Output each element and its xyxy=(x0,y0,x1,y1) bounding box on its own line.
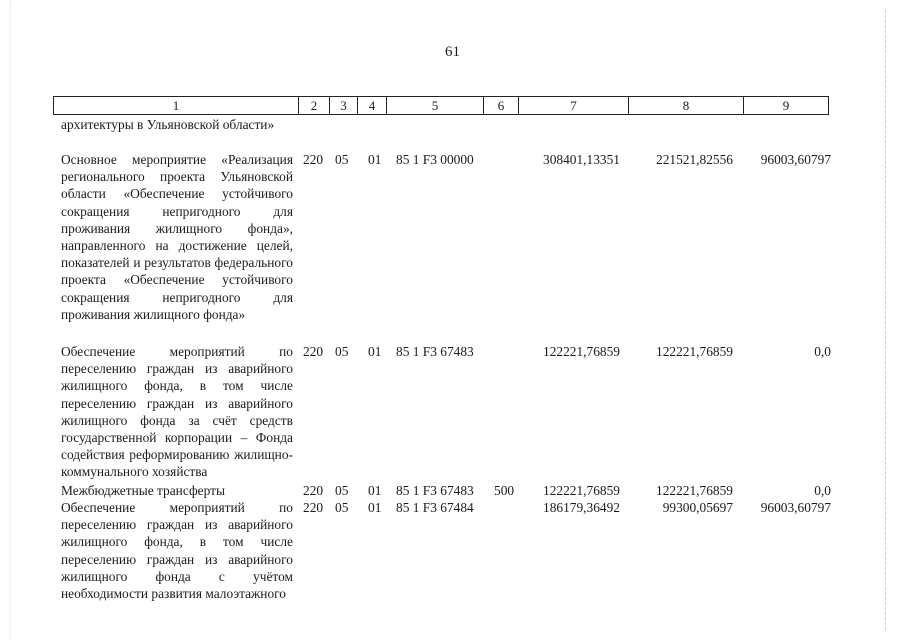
table-header xyxy=(53,96,829,115)
cell-col-9: 96003,60797 xyxy=(760,152,831,167)
cell-col-4: 01 xyxy=(368,152,382,167)
cell-col-5: 85 1 F3 00000 xyxy=(396,152,474,167)
cell-col-7: 308401,13351 xyxy=(543,152,620,167)
cell-col-8: 99300,05697 xyxy=(662,500,733,515)
row-description: Обеспечение мероприятий по переселению граждан из аварийного жилищного фонда, в том числе переселению граждан из аварийного жилищного фонда с учётом необходимости развития малоэтажного xyxy=(61,500,293,602)
page-edge-left xyxy=(10,0,12,640)
cell-col-3: 05 xyxy=(335,152,349,167)
page-number: 61 xyxy=(445,44,460,60)
cell-col-4: 01 xyxy=(368,500,382,515)
header-col-1: 1 xyxy=(54,97,299,114)
header-col-7: 7 xyxy=(519,97,629,114)
header-col-9: 9 xyxy=(782,98,790,113)
cell-col-2: 220 xyxy=(303,152,324,167)
cell-col-2: 220 xyxy=(303,344,324,359)
page-edge-right xyxy=(885,10,887,630)
cell-col-8: 221521,82556 xyxy=(656,152,733,167)
cell-col-7: 122221,76859 xyxy=(543,344,620,359)
cell-col-5: 85 1 F3 67483 xyxy=(396,483,474,498)
header-col-5: 5 xyxy=(387,97,484,114)
cell-col-6: 500 xyxy=(494,483,515,498)
cell-col-7: 186179,36492 xyxy=(543,500,620,515)
cell-col-4: 01 xyxy=(368,344,382,359)
cell-col-8: 122221,76859 xyxy=(656,344,733,359)
cell-col-9: 0,0 xyxy=(814,344,831,359)
row-description: архитектуры в Ульяновской области» xyxy=(61,117,275,132)
cell-col-9: 0,0 xyxy=(814,483,831,498)
header-col-4: 4 xyxy=(358,97,387,114)
cell-col-2: 220 xyxy=(303,483,324,498)
cell-col-5: 85 1 F3 67484 xyxy=(396,500,474,515)
cell-col-7: 122221,76859 xyxy=(543,483,620,498)
cell-col-2: 220 xyxy=(303,500,324,515)
row-description: Обеспечение мероприятий по переселению граждан из аварийного жилищного фонда, в том числе переселению граждан из аварийного жилищного фонда за счёт средств государственной корпорации – Фонда содействия реформированию жилищно-коммунального хозяйства xyxy=(61,344,293,480)
header-col-8: 8 xyxy=(629,97,744,114)
cell-col-3: 05 xyxy=(335,500,349,515)
cell-col-9: 96003,60797 xyxy=(760,500,831,515)
cell-col-3: 05 xyxy=(335,483,349,498)
row-description: Основное мероприятие «Реализация регионального проекта Ульяновской области «Обеспечение устойчивого сокращения непригодного для проживания жилищного фонда», направленного на достижение целей, показателей и результатов федерального проекта «Обеспечение устойчивого сокращения непригодного для проживания жилищного фонда» xyxy=(61,152,293,322)
cell-col-4: 01 xyxy=(368,483,382,498)
header-col-6: 6 xyxy=(484,97,519,114)
cell-col-8: 122221,76859 xyxy=(656,483,733,498)
header-col-2: 2 xyxy=(299,97,330,114)
header-col-3: 3 xyxy=(330,97,358,114)
cell-col-5: 85 1 F3 67483 xyxy=(396,344,474,359)
row-description: Межбюджетные трансферты xyxy=(61,483,225,498)
cell-col-3: 05 xyxy=(335,344,349,359)
